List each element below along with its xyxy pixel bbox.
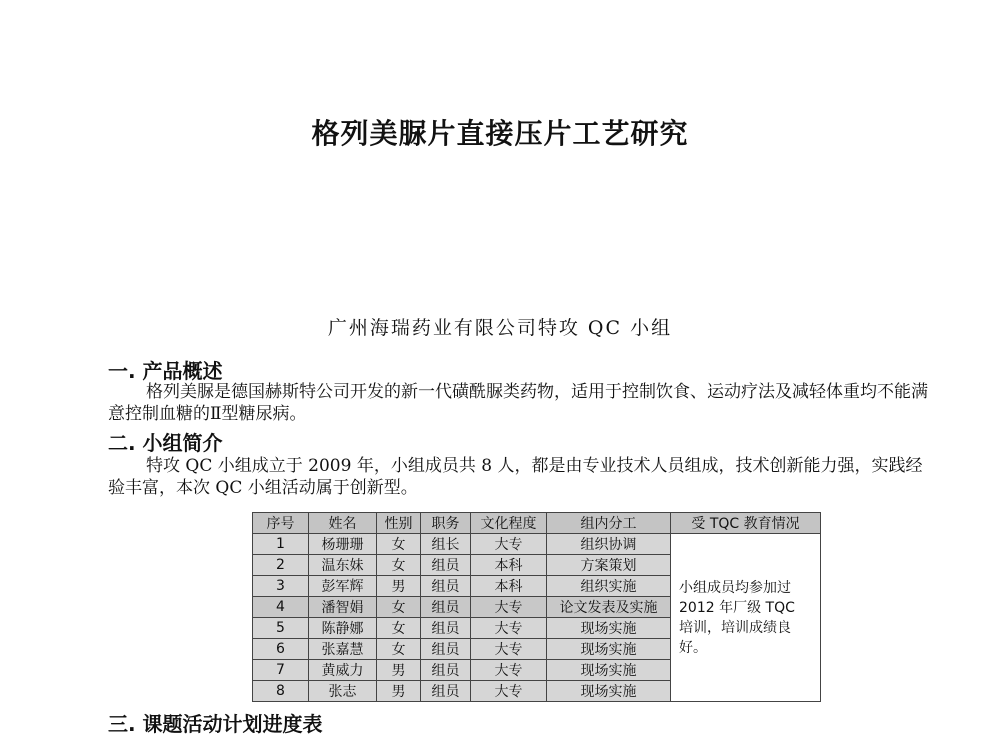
team-intro-paragraph [108,455,928,499]
team-members-table [252,512,821,702]
cell-index: 1 [253,534,309,555]
cell-education: 大专 [471,660,547,681]
header-education: 文化程度 [471,513,547,534]
cell-duty: 现场实施 [547,660,671,681]
cell-index: 6 [253,639,309,660]
table-row [253,534,821,555]
cell-duty: 组织实施 [547,576,671,597]
cell-index: 2 [253,555,309,576]
cell-education: 大专 [471,618,547,639]
organization-name: 广州海瑞药业有限公司特攻 QC 小组 [327,317,673,339]
cell-index: 8 [253,681,309,702]
section-heading-activity-schedule: 三. 课题活动计划进度表 [108,712,323,736]
cell-gender: 女 [377,639,421,660]
cell-duty: 现场实施 [547,618,671,639]
cell-index: 4 [253,597,309,618]
cell-name: 温东妹 [309,555,377,576]
header-name: 姓名 [309,513,377,534]
header-index: 序号 [253,513,309,534]
cell-role: 组员 [421,597,471,618]
cell-role: 组员 [421,576,471,597]
cell-education: 大专 [471,597,547,618]
cell-name: 杨珊珊 [309,534,377,555]
cell-gender: 女 [377,597,421,618]
cell-gender: 女 [377,618,421,639]
cell-duty: 方案策划 [547,555,671,576]
product-overview-text: 格列美脲是德国赫斯特公司开发的新一代磺酰脲类药物，适用于控制饮食、运动疗法及减轻体重均不能满意控制血糖的Ⅱ型糖尿病。 [108,382,928,424]
team-intro-text: 特攻 QC 小组成立于 2009 年，小组成员共 8 人，都是由专业技术人员组成，技术创新能力强，实践经验丰富，本次 QC 小组活动属于创新型。 [108,456,923,498]
cell-name: 黄威力 [309,660,377,681]
section-heading-team-intro: 二. 小组简介 [108,431,223,455]
cell-education: 本科 [471,555,547,576]
cell-gender: 女 [377,555,421,576]
cell-name: 张嘉慧 [309,639,377,660]
cell-role: 组员 [421,681,471,702]
product-overview-paragraph [108,381,928,425]
cell-index: 7 [253,660,309,681]
cell-role: 组长 [421,534,471,555]
cell-gender: 男 [377,660,421,681]
cell-education: 大专 [471,534,547,555]
cell-duty: 现场实施 [547,639,671,660]
document-title: 格列美脲片直接压片工艺研究 [311,117,689,150]
cell-gender: 男 [377,681,421,702]
cell-role: 组员 [421,555,471,576]
cell-gender: 男 [377,576,421,597]
header-tqc-training: 受 TQC 教育情况 [671,513,821,534]
cell-education: 大专 [471,681,547,702]
cell-role: 组员 [421,618,471,639]
cell-index: 5 [253,618,309,639]
header-role: 职务 [421,513,471,534]
cell-role: 组员 [421,639,471,660]
cell-name: 张志 [309,681,377,702]
table-header-row [253,513,821,534]
cell-tqc-training-note: 小组成员均参加过 2012 年厂级 TQC 培训，培训成绩良好。 [671,534,821,702]
cell-name: 陈静娜 [309,618,377,639]
cell-name: 彭军辉 [309,576,377,597]
cell-name: 潘智娟 [309,597,377,618]
cell-gender: 女 [377,534,421,555]
cell-index: 3 [253,576,309,597]
cell-duty: 组织协调 [547,534,671,555]
cell-duty: 现场实施 [547,681,671,702]
cell-duty: 论文发表及实施 [547,597,671,618]
cell-education: 本科 [471,576,547,597]
header-duty: 组内分工 [547,513,671,534]
header-gender: 性别 [377,513,421,534]
cell-education: 大专 [471,639,547,660]
section-heading-product-overview: 一. 产品概述 [108,359,223,383]
cell-role: 组员 [421,660,471,681]
